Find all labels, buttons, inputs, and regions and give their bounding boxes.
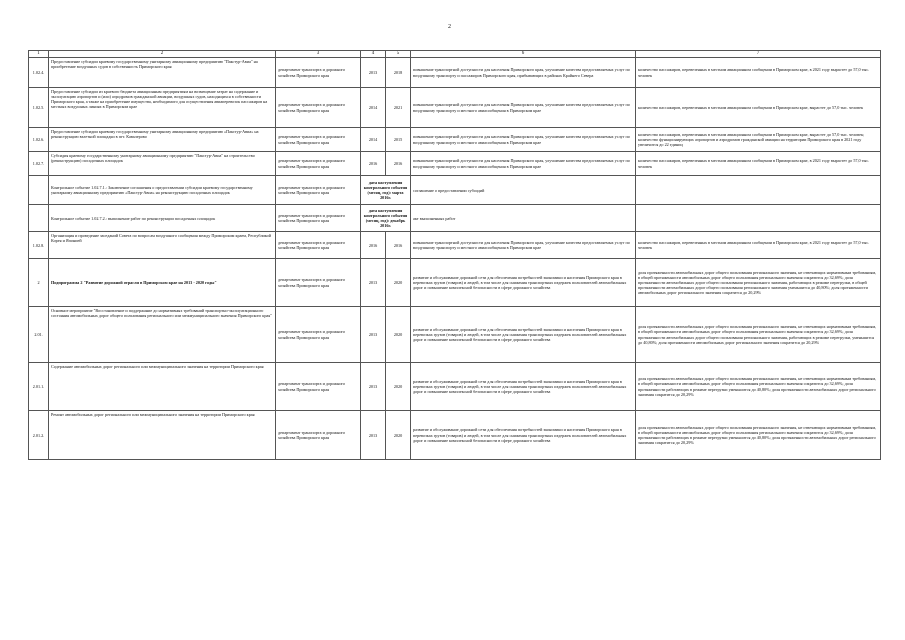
cell-indicator: доля протяженности автомобильных дорог общего пользования регионального значения, не отвечающих нормативным требованиям, в общей протяженности автомобильных дорог общего пользования регионального значения сократится до 32,69%; доля протяженности работающих в режиме перегрузки уменьшится до 40,80%; доля протяженности автомобильных дорог регионального значения сократится до 20,29% bbox=[636, 363, 881, 411]
cell-exec: департамент транспорта и дорожного хозяйства Приморского края bbox=[276, 88, 361, 128]
table-row bbox=[29, 307, 881, 363]
cell-name: Субсидия краевому государственному унитарному авиационному предприятию "Пакстур-Авиа" на строительство (реконструкцию) посадочных площадок bbox=[49, 152, 276, 176]
cell-start: 2014 bbox=[361, 128, 386, 152]
cell-n: 1.02.8. bbox=[29, 232, 49, 259]
cell-start: 2014 bbox=[361, 88, 386, 128]
table-row bbox=[29, 232, 881, 259]
header-cell: 2 bbox=[49, 51, 276, 58]
cell-result: развитие и обслуживание дорожной сети для обеспечения потребностей экономики и населения Приморского края в перевозках грузов (товаров) и людей, в том числе для снижения транспортных издержек пользователей автомобильных дорог и повышение комплексной безопасности в сфере дорожного хозяйства bbox=[411, 411, 636, 460]
cell-name: Предоставление субсидии краевому государственному унитарному авиационному предприятию «Пакстур-Авиа» на реконструкцию взлетной площадки в пгт. Кавалерово bbox=[49, 128, 276, 152]
cell-result: повышение транспортной доступности для населения Приморского края, улучшение качества предоставляемых услуг по воздушному транспорту и местного авиасообщения в Приморском крае bbox=[411, 232, 636, 259]
cell-indicator: доля протяженности автомобильных дорог общего пользования регионального значения, не отвечающих нормативным требованиям, в общей протяженности автомобильных дорог общего пользования регионального значения сократится до 32,69%; доля протяженности автомобильных дорог общего пользования регионального значения, работающих в режиме перегрузки, в общей протяженности автомобильных дорог общего пользования регионального значения уменьшится до 40,80%; доля протяженности автомобильных дорог регионального значения сократится до 20,29% bbox=[636, 259, 881, 307]
header-cell: 6 bbox=[411, 51, 636, 58]
cell-result: повышение транспортной доступности для населения Приморского края, улучшение качества предоставляемых услуг по воздушному транспорту и местного авиасообщения в Приморском крае bbox=[411, 152, 636, 176]
cell-name: Предоставление субсидии из краевого бюджета авиационным предприятиям на возмещение затрат на содержание и эксплуатацию аэропортов и (или) аэродромов гражданской авиации, воздушных судов, находящихся в собственности Приморского края, а также на приобретение имущества, необходимого для осуществления авиаперевозок пассажиров на местных воздушных линиях в Приморском крае bbox=[49, 88, 276, 128]
cell-name: Контрольное событие 1.02.7.1.: Заключение соглашения о предоставлении субсидии краевому государственному унитарному авиационному предприятию «Пакстур-Авиа» на реконструкцию посадочных площадок bbox=[49, 176, 276, 205]
table-row bbox=[29, 58, 881, 88]
cell-exec: департамент транспорта и дорожного хозяйства Приморского края bbox=[276, 232, 361, 259]
header-cell: 4 bbox=[361, 51, 386, 58]
cell-end: 2020 bbox=[386, 259, 411, 307]
cell-exec: департамент транспорта и дорожного хозяйства Приморского края bbox=[276, 152, 361, 176]
cell-end: 2018 bbox=[386, 58, 411, 88]
cell-exec: департамент транспорта и дорожного хозяйства Приморского края bbox=[276, 307, 361, 363]
header-row bbox=[29, 51, 881, 58]
cell-indicator: доля протяженности автомобильных дорог общего пользования регионального значения, не отвечающих нормативным требованиям, в общей протяженности автомобильных дорог общего пользования регионального значения сократится до 32,69%; доля протяженности работающих в режиме перегрузки уменьшится до 40,80%; доля протяженности автомобильных дорог регионального значения сократится до 20,29% bbox=[636, 411, 881, 460]
cell-exec: департамент транспорта и дорожного хозяйства Приморского края bbox=[276, 205, 361, 232]
table-row bbox=[29, 363, 881, 411]
cell-end: 2016 bbox=[386, 232, 411, 259]
cell-indicator bbox=[636, 205, 881, 232]
cell-result: повышение транспортной доступности для населения Приморского края, улучшение качества предоставляемых услуг по воздушному транспорту и местного авиасообщения в Приморском крае bbox=[411, 88, 636, 128]
table-row bbox=[29, 152, 881, 176]
cell-name: Организация и проведение заседаний Совета по вопросам воздушного сообщения между Приморским краем, Республикой Корея и Японией bbox=[49, 232, 276, 259]
cell-n: 1.02.5. bbox=[29, 88, 49, 128]
cell-indicator: доля протяженности автомобильных дорог общего пользования регионального значения, не отвечающих нормативным требованиям, в общей протяженности автомобильных дорог общего пользования регионального значения сократится до 32,69%; доля протяженности автомобильных дорог общего пользования регионального значения, работающих в режиме перегрузки, уменьшится до 40,80%; доля протяженности автомобильных дорог регионального значения сократится до 20,29% bbox=[636, 307, 881, 363]
cell-start: 2013 bbox=[361, 363, 386, 411]
cell-name: Ремонт автомобильных дорог регионального или межмуниципального значения на территории Приморского края bbox=[49, 411, 276, 460]
cell-n bbox=[29, 176, 49, 205]
cell-indicator: количество пассажиров, перевезенных в местном авиационном сообщении в Приморском крае, в 2021 году вырастет до 57,0 тыс. человек bbox=[636, 232, 881, 259]
header-cell: 3 bbox=[276, 51, 361, 58]
cell-start: 2016 bbox=[361, 232, 386, 259]
table-row bbox=[29, 176, 881, 205]
cell-name: Основное мероприятие "Восстановление и поддержание до нормативных требований транспортно-эксплуатационного состояния автомобильных дорог общего пользования регионального или межмуниципального значения Приморского края" bbox=[49, 307, 276, 363]
program-table bbox=[28, 50, 881, 460]
header-cell: 1 bbox=[29, 51, 49, 58]
cell-exec: департамент транспорта и дорожного хозяйства Приморского края bbox=[276, 411, 361, 460]
table-row bbox=[29, 88, 881, 128]
cell-end: 2020 bbox=[386, 307, 411, 363]
cell-start: 2013 bbox=[361, 259, 386, 307]
cell-result: повышение транспортной доступности для населения Приморского края, улучшение качества предоставляемых услуг по воздушному транспорту и пассажиров Приморского края, прибывающих в районах Крайнего Севера bbox=[411, 58, 636, 88]
cell-name: Контрольное событие 1.02.7.2.: выполнение работ по реконструкции посадочных площадок bbox=[49, 205, 276, 232]
cell-start: 2016 bbox=[361, 152, 386, 176]
cell-start: дата наступления контрольного события (месяц, год): марта 2016г. bbox=[361, 176, 411, 205]
cell-n: 1.02.6. bbox=[29, 128, 49, 152]
cell-n: 2.01.1. bbox=[29, 363, 49, 411]
cell-start: 2013 bbox=[361, 411, 386, 460]
cell-result: развитие и обслуживание дорожной сети для обеспечения потребностей экономики и населения Приморского края в перевозках грузов (товаров) и людей, в том числе для снижения транспортных издержек пользователей автомобильных дорог и повышение комплексной безопасности в сфере дорожного хозяйства bbox=[411, 363, 636, 411]
cell-exec: департамент транспорта и дорожного хозяйства Приморского края bbox=[276, 259, 361, 307]
cell-indicator: количество пассажиров, перевезенных в местном авиационном сообщении в Приморском крае, вырастет до 57,0 тыс. человек; количество функционирующих аэропортов и аэродромов гражданской авиации на территории Приморского края в 2021 году увеличится до 22 единиц bbox=[636, 128, 881, 152]
header-cell: 7 bbox=[636, 51, 881, 58]
table-row bbox=[29, 259, 881, 307]
cell-name: Подпрограмма 2 "Развитие дорожной отрасли в Приморском крае на 2013 - 2020 годы" bbox=[49, 259, 276, 307]
cell-end: 2021 bbox=[386, 88, 411, 128]
cell-end: 2020 bbox=[386, 363, 411, 411]
cell-end: 2015 bbox=[386, 128, 411, 152]
cell-end: 2016 bbox=[386, 152, 411, 176]
cell-name: Содержание автомобильных дорог регионального или межмуниципального значения на территории Приморского края bbox=[49, 363, 276, 411]
cell-result: повышение транспортной доступности для населения Приморского края, улучшение качества предоставляемых услуг по воздушному транспорту и местного авиасообщения в Приморском крае bbox=[411, 128, 636, 152]
table-row bbox=[29, 128, 881, 152]
table-row bbox=[29, 411, 881, 460]
cell-name: Предоставление субсидии краевому государственному унитарному авиационному предприятию "Пакстур-Авиа" на приобретение воздушных судов в собственность Приморского края bbox=[49, 58, 276, 88]
cell-n: 1.02.7. bbox=[29, 152, 49, 176]
cell-result: акт выполненных работ bbox=[411, 205, 636, 232]
cell-result: развитие и обслуживание дорожной сети для обеспечения потребностей экономики и населения Приморского края в перевозках грузов (товаров) и людей, в том числе для снижения транспортных издержек пользователей автомобильных дорог и повышение комплексной безопасности в сфере дорожного хозяйства bbox=[411, 259, 636, 307]
cell-indicator bbox=[636, 176, 881, 205]
cell-start: дата наступления контрольного события (месяц, год): декабрь 2016г. bbox=[361, 205, 411, 232]
page-number: 2 bbox=[448, 24, 451, 30]
cell-indicator: количество пассажиров, перевезенных в местном авиационном сообщении в Приморском крае, в 2021 году вырастет до 57,0 тыс. человек bbox=[636, 58, 881, 88]
cell-n bbox=[29, 205, 49, 232]
cell-result: развитие и обслуживание дорожной сети для обеспечения потребностей экономики и населения Приморского края в перевозках грузов (товаров) и людей, в том числе для снижения транспортных издержек пользователей автомобильных дорог и повышение комплексной безопасности в сфере дорожного хозяйства bbox=[411, 307, 636, 363]
header-cell: 5 bbox=[386, 51, 411, 58]
cell-n: 1.02.4. bbox=[29, 58, 49, 88]
cell-start: 2013 bbox=[361, 307, 386, 363]
cell-end: 2020 bbox=[386, 411, 411, 460]
cell-indicator: количество пассажиров, перевезенных в местном авиационном сообщении в Приморском крае, вырастет до 57,0 тыс. человек bbox=[636, 88, 881, 128]
cell-exec: департамент транспорта и дорожного хозяйства Приморского края bbox=[276, 176, 361, 205]
cell-exec: департамент транспорта и дорожного хозяйства Приморского края bbox=[276, 363, 361, 411]
table-row bbox=[29, 205, 881, 232]
cell-indicator: количество пассажиров, перевезенных в местном авиационном сообщении в Приморском крае, в 2021 году вырастет до 57,0 тыс. человек bbox=[636, 152, 881, 176]
cell-exec: департамент транспорта и дорожного хозяйства Приморского края bbox=[276, 128, 361, 152]
cell-result: соглашение о предоставлении субсидий bbox=[411, 176, 636, 205]
cell-n: 2.01.2. bbox=[29, 411, 49, 460]
cell-start: 2013 bbox=[361, 58, 386, 88]
cell-exec: департамент транспорта и дорожного хозяйства Приморского края bbox=[276, 58, 361, 88]
cell-n: 2 bbox=[29, 259, 49, 307]
cell-n: 2.01. bbox=[29, 307, 49, 363]
